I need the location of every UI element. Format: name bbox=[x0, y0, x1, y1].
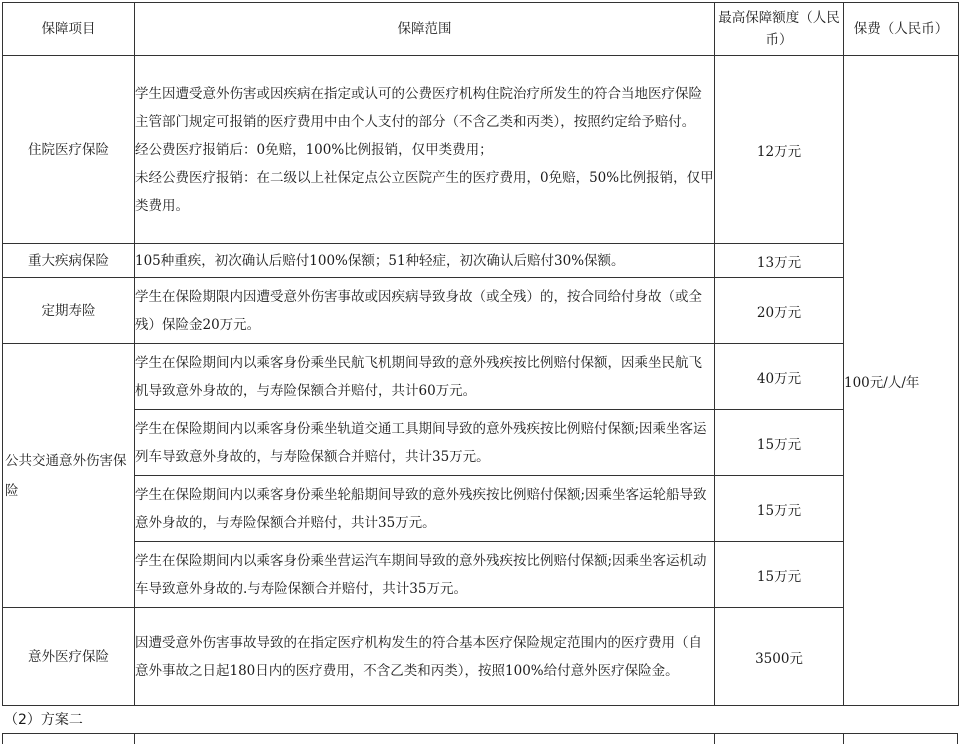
row-scope: 学生在保险期间内以乘客身份乘坐营运汽车期间导致的意外残疾按比例赔付保额;因乘坐客运机动车导致意外身故的.与寿险保额合并赔付，共计35万元。 bbox=[135, 542, 715, 608]
row-scope: 因遭受意外伤害事故导致的在指定医疗机构发生的符合基本医疗保险规定范围内的医疗费用（自意外事故之日起180日内的医疗费用，不含乙类和丙类），按照100%给付意外医疗保险金。 bbox=[135, 608, 715, 706]
header-item: 保障项目 bbox=[3, 3, 135, 56]
next-table-divider bbox=[957, 734, 958, 744]
row-amount: 15万元 bbox=[715, 542, 844, 608]
next-table-divider bbox=[134, 734, 135, 744]
row-amount: 3500元 bbox=[715, 608, 844, 706]
scope-line: 105种重疾，初次确认后赔付100%保额；51种轻症，初次确认后赔付30%保额。 bbox=[135, 252, 625, 269]
header-premium: 保费（人民币） bbox=[844, 3, 959, 56]
table-row bbox=[3, 608, 959, 706]
row-amount: 12万元 bbox=[715, 56, 844, 244]
scope-line: 学生因遭受意外伤害或因疾病在指定或认可的公费医疗机构住院治疗所发生的符合当地医疗保险主管部门规定可报销的医疗费用中由个人支付的部分（不含乙类和丙类），按照约定给予赔付。 bbox=[135, 85, 702, 130]
row-amount: 15万元 bbox=[715, 410, 844, 476]
row-amount: 40万元 bbox=[715, 344, 844, 410]
table-row bbox=[3, 410, 959, 476]
next-table-top-border bbox=[2, 733, 958, 744]
row-scope bbox=[135, 244, 715, 278]
section-caption: （2）方案二 bbox=[4, 712, 83, 728]
row-item: 意外医疗保险 bbox=[3, 608, 135, 706]
row-scope: 学生在保险期间内以乘客身份乘坐民航飞机期间导致的意外残疾按比例赔付保额，因乘坐民航飞机导致意外身故的，与寿险保额合并赔付，共计60万元。 bbox=[135, 344, 715, 410]
row-scope: 学生在保险期间内以乘客身份乘坐轮船期间导致的意外残疾按比例赔付保额;因乘坐客运轮船导致意外身故的，与寿险保额合并赔付，共计35万元。 bbox=[135, 476, 715, 542]
scope-line: 经公费医疗报销后：0免赔，100%比例报销，仅甲类费用； bbox=[135, 141, 493, 158]
scope-line: 学生在保险期限内因遭受意外伤害事故或因疾病导致身故（或全残）的，按合同给付身故（或全残）保险金20万元。 bbox=[135, 288, 702, 333]
next-table-divider bbox=[714, 734, 715, 744]
row-scope bbox=[135, 278, 715, 344]
insurance-coverage-table bbox=[2, 2, 959, 706]
row-item-transport: 公共交通意外伤害保险 bbox=[3, 344, 135, 608]
table-row bbox=[3, 476, 959, 542]
table-row bbox=[3, 244, 959, 278]
premium-cell: 100元/人/年 bbox=[844, 56, 959, 706]
row-item: 重大疾病保险 bbox=[3, 244, 135, 278]
row-scope: 学生在保险期间内以乘客身份乘坐轨道交通工具期间导致的意外残疾按比例赔付保额;因乘坐客运列车导致意外身故的，与寿险保额合并赔付，共计35万元。 bbox=[135, 410, 715, 476]
table-row bbox=[3, 56, 959, 244]
row-scope bbox=[135, 56, 715, 244]
table-header-row bbox=[3, 3, 959, 56]
scope-line: 未经公费医疗报销：在二级以上社保定点公立医院产生的医疗费用，0免赔，50%比例报销，仅甲类费用。 bbox=[135, 169, 714, 214]
table-row bbox=[3, 344, 959, 410]
row-amount: 20万元 bbox=[715, 278, 844, 344]
table-row bbox=[3, 278, 959, 344]
header-scope: 保障范围 bbox=[135, 3, 715, 56]
table-row bbox=[3, 542, 959, 608]
header-max-amount: 最高保障额度（人民币） bbox=[715, 3, 844, 56]
row-amount: 15万元 bbox=[715, 476, 844, 542]
next-table-divider bbox=[2, 734, 3, 744]
row-item: 定期寿险 bbox=[3, 278, 135, 344]
row-amount: 13万元 bbox=[715, 244, 844, 278]
row-item: 住院医疗保险 bbox=[3, 56, 135, 244]
next-table-divider bbox=[843, 734, 844, 744]
